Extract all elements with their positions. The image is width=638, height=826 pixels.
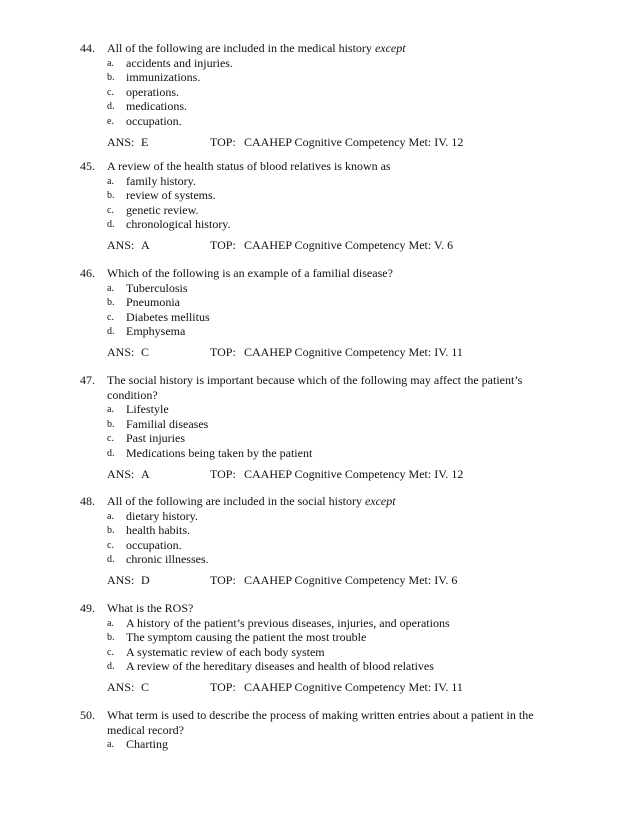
stem-text: What is the ROS? <box>107 601 194 615</box>
option-text: family history. <box>126 173 196 188</box>
question-number: 50. <box>80 708 95 722</box>
option-letter: a. <box>107 175 114 187</box>
option-text: Medications being taken by the patient <box>126 445 313 460</box>
option-text: Familial diseases <box>126 416 209 431</box>
option-letter: c. <box>107 539 114 551</box>
stem-emphasis: except <box>374 41 406 55</box>
option-letter: b. <box>107 190 115 201</box>
option-text: chronic illnesses. <box>126 552 209 566</box>
option-letter: a. <box>107 739 114 750</box>
option-letter: a. <box>107 510 114 522</box>
option-letter: d. <box>107 661 115 672</box>
option-text: operations. <box>126 84 179 99</box>
answer-key-line <box>107 238 454 253</box>
stem-text: A review of the health status of blood relatives is known as <box>107 159 391 173</box>
answer-value: A <box>141 238 150 252</box>
option-text: accidents and injuries. <box>126 55 233 70</box>
option-text: dietary history. <box>126 508 198 523</box>
option-text: occupation. <box>126 113 182 128</box>
topic-value: CAAHEP Cognitive Competency Met: IV. 6 <box>244 573 458 587</box>
question-stem <box>107 159 562 174</box>
stem-text: All of the following are included in the medical history <box>107 41 372 55</box>
answer-value: D <box>141 573 150 587</box>
option-text: Past injuries <box>126 431 185 445</box>
option-letter: b. <box>107 72 115 83</box>
answer-key-line <box>107 467 464 482</box>
question-stem <box>107 266 562 281</box>
option-text: A systematic review of each body system <box>126 644 325 659</box>
option-text: Diabetes mellitus <box>126 309 210 324</box>
option-text: The symptom causing the patient the most trouble <box>126 630 367 644</box>
answer-value: E <box>141 135 149 149</box>
option-letter: d. <box>107 447 115 459</box>
option-letter: e. <box>107 115 114 127</box>
option-text: Charting <box>126 737 168 751</box>
question-stem <box>107 601 562 616</box>
option-text: immunizations. <box>126 70 201 84</box>
option-letter: b. <box>107 297 115 308</box>
stem-text: All of the following are included in the social history <box>107 494 362 508</box>
topic-reference <box>210 345 463 360</box>
option-letter: d. <box>107 326 115 337</box>
option-letter: a. <box>107 617 114 629</box>
question-stem <box>107 708 562 737</box>
option-letter: c. <box>107 86 114 98</box>
option-text: Pneumonia <box>126 295 180 309</box>
option-text: medications. <box>126 99 187 113</box>
topic-label: TOP: <box>210 345 236 359</box>
option-letter: d. <box>107 554 115 565</box>
option-text: A review of the hereditary diseases and health of blood relatives <box>126 659 434 673</box>
topic-label: TOP: <box>210 467 236 481</box>
question-stem <box>107 494 562 509</box>
option-letter: b. <box>107 525 115 536</box>
answer-key-line <box>107 680 463 695</box>
stem-text: Which of the following is an example of a familial disease? <box>107 266 393 280</box>
question-number: 44. <box>80 41 95 55</box>
option-letter: c. <box>107 311 114 323</box>
topic-value: CAAHEP Cognitive Competency Met: V. 6 <box>244 238 454 252</box>
topic-label: TOP: <box>210 238 236 252</box>
option-text: A history of the patient’s previous diseases, injuries, and operations <box>126 615 450 630</box>
topic-reference <box>210 135 463 150</box>
answer-key-line <box>107 345 463 360</box>
option-letter: c. <box>107 204 114 216</box>
topic-value: CAAHEP Cognitive Competency Met: IV. 11 <box>244 345 463 359</box>
topic-value: CAAHEP Cognitive Competency Met: IV. 12 <box>244 135 464 149</box>
topic-value: CAAHEP Cognitive Competency Met: IV. 12 <box>244 467 464 481</box>
option-letter: d. <box>107 101 115 112</box>
question-number: 47. <box>80 373 95 387</box>
answer-key-line <box>107 135 464 150</box>
answer-label: ANS: <box>107 573 135 587</box>
topic-label: TOP: <box>210 135 236 149</box>
option-letter: d. <box>107 219 115 230</box>
question-number: 49. <box>80 601 95 615</box>
answer-label: ANS: <box>107 467 135 481</box>
topic-reference <box>210 467 463 482</box>
stem-text: What term is used to describe the process of making written entries about a patient in the medical record? <box>107 708 534 737</box>
answer-label: ANS: <box>107 680 135 694</box>
answer-value: C <box>141 345 150 359</box>
question-number: 45. <box>80 159 95 173</box>
option-text: Emphysema <box>126 324 186 338</box>
question-number: 48. <box>80 494 95 508</box>
option-text: chronological history. <box>126 217 231 231</box>
option-text: review of systems. <box>126 188 216 202</box>
option-text: Lifestyle <box>126 402 169 416</box>
answer-value: C <box>141 680 150 694</box>
topic-reference <box>210 573 457 588</box>
option-text: health habits. <box>126 523 190 537</box>
question-stem <box>107 41 562 56</box>
answer-label: ANS: <box>107 238 135 252</box>
stem-emphasis: except <box>364 494 396 508</box>
question-stem <box>107 373 562 402</box>
answer-label: ANS: <box>107 135 135 149</box>
option-letter: b. <box>107 418 115 430</box>
option-letter: a. <box>107 282 114 294</box>
option-text: genetic review. <box>126 202 199 217</box>
option-text: Tuberculosis <box>126 280 188 295</box>
topic-label: TOP: <box>210 680 236 694</box>
stem-text: The social history is important because which of the following may affect the patient’s condition? <box>107 373 523 402</box>
option-letter: b. <box>107 632 115 643</box>
topic-reference <box>210 238 453 253</box>
option-letter: c. <box>107 433 114 444</box>
option-text: occupation. <box>126 537 182 552</box>
answer-value: A <box>141 467 150 481</box>
question-number: 46. <box>80 266 95 280</box>
topic-label: TOP: <box>210 573 236 587</box>
option-letter: a. <box>107 404 114 415</box>
topic-reference <box>210 680 463 695</box>
option-letter: c. <box>107 646 114 658</box>
answer-label: ANS: <box>107 345 135 359</box>
answer-key-line <box>107 573 458 588</box>
topic-value: CAAHEP Cognitive Competency Met: IV. 11 <box>244 680 463 694</box>
option-letter: a. <box>107 57 114 69</box>
